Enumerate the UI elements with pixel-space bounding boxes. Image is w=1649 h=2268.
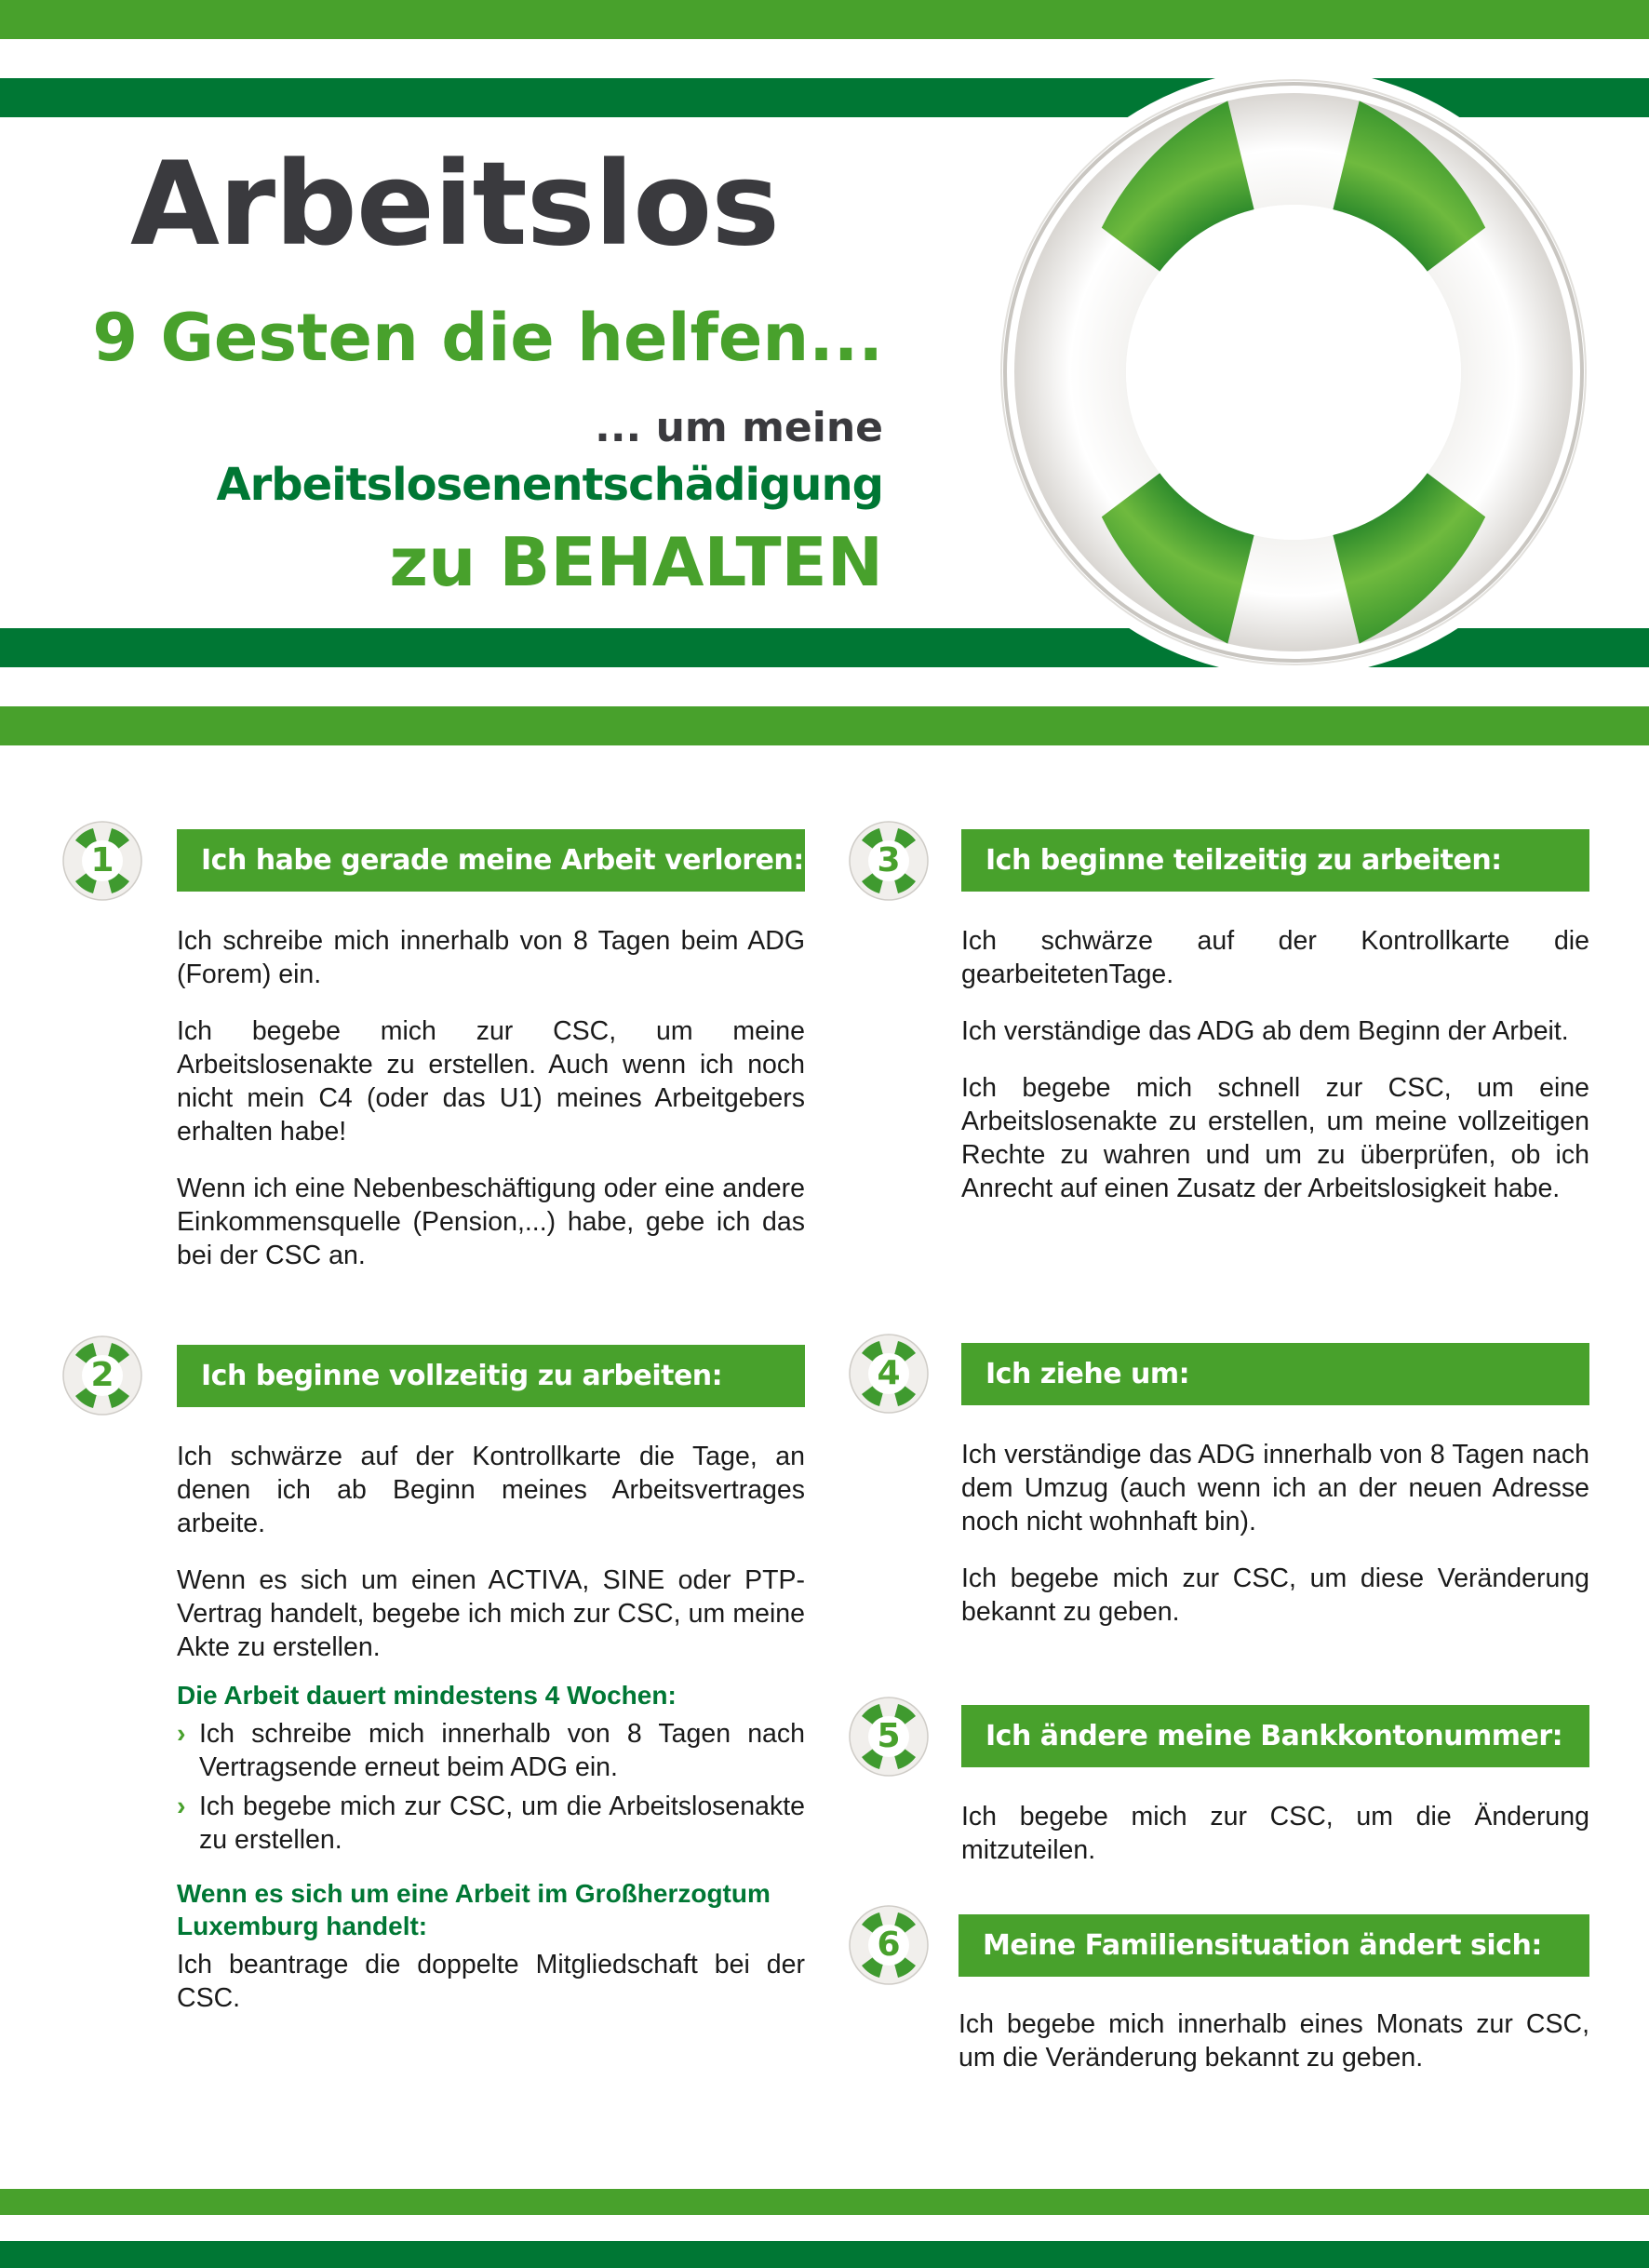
section-1-body — [177, 924, 805, 1295]
section-2-badge — [61, 1335, 143, 1416]
section-1-badge — [61, 820, 143, 902]
bullet-text: Ich schreibe mich innerhalb von 8 Tagen nach Vertragsende erneut beim ADG ein. — [199, 1719, 805, 1782]
subsection-heading: Die Arbeit dauert mindestens 4 Wochen: — [177, 1681, 677, 1710]
section-4-body — [961, 1438, 1589, 1652]
tagline-line-3: zu BEHALTEN — [389, 523, 883, 601]
bullet-item — [177, 1717, 805, 1784]
section-4-badge — [848, 1333, 930, 1415]
section-3-body — [961, 924, 1589, 1228]
subsection-heading: Wenn es sich um eine Arbeit im Großherzogtum Luxemburg handelt: — [177, 1879, 771, 1940]
paragraph: Ich schwärze auf der Kontrollkarte die Tage, an denen ich ab Beginn meines Arbeitsvertrages arbeite. — [177, 1442, 805, 1538]
section-number: 2 — [90, 1356, 114, 1394]
section-2-body — [177, 1440, 805, 2038]
paragraph: Ich begebe mich schnell zur CSC, um eine Arbeitslosenakte zu erstellen, um meine vollzeitigen Rechte zu wahren und um zu überprüfen, ob ich Anrecht auf einen Zusatz der Arbeitslosigkeit habe. — [961, 1073, 1589, 1203]
paragraph: Wenn ich eine Nebenbeschäftigung oder eine andere Einkommensquelle (Pension,...) habe, gebe ich das bei der CSC an. — [177, 1174, 805, 1270]
paragraph: Ich schreibe mich innerhalb von 8 Tagen beim ADG (Forem) ein. — [177, 926, 805, 989]
paragraph: Wenn es sich um einen ACTIVA, SINE oder PTP-Vertrag handelt, begebe ich mich zur CSC, um meine Akte zu erstellen. — [177, 1565, 805, 1662]
tagline-line-2: Arbeitslosenentschädigung — [216, 459, 883, 511]
paragraph: Ich verständige das ADG innerhalb von 8 Tagen nach dem Umzug (auch wenn ich an der neuen Adresse noch nicht wohnhaft bin). — [961, 1440, 1589, 1537]
section-number: 6 — [877, 1926, 901, 1964]
section-5-badge — [848, 1696, 930, 1778]
footer-stripe-light — [0, 2189, 1649, 2215]
header-bottom-stripe-light — [0, 706, 1649, 745]
section-6-body — [959, 2007, 1589, 2098]
section-number: 4 — [877, 1354, 901, 1392]
bullet-text: Ich begebe mich zur CSC, um die Arbeitslosenakte zu erstellen. — [199, 1792, 805, 1855]
paragraph: Ich begebe mich zur CSC, um die Änderung mitzuteilen. — [961, 1802, 1589, 1865]
paragraph: Ich begebe mich innerhalb eines Monats zur CSC, um die Veränderung bekannt zu geben. — [959, 2009, 1589, 2073]
section-1-heading: Ich habe gerade meine Arbeit verloren: — [177, 829, 805, 892]
paragraph: Ich schwärze auf der Kontrollkarte die gearbeitetenTage. — [961, 926, 1589, 989]
paragraph: Ich begebe mich zur CSC, um meine Arbeitslosenakte zu erstellen. Auch wenn ich noch nicht mein C4 (oder das U1) meines Arbeitgebers erhalten habe! — [177, 1016, 805, 1147]
tagline-line-1: ... um meine — [595, 404, 883, 451]
section-5-heading: Ich ändere meine Bankkontonummer: — [961, 1705, 1589, 1767]
section-3-badge — [848, 820, 930, 902]
paragraph: Ich beantrage die doppelte Mitgliedschaft bei der CSC. — [177, 1950, 805, 2013]
section-number: 1 — [90, 841, 114, 879]
section-3-heading: Ich beginne teilzeitig zu arbeiten: — [961, 829, 1589, 892]
section-6-badge — [848, 1904, 930, 1986]
top-stripe-light — [0, 0, 1649, 39]
lifebuoy-icon — [989, 68, 1598, 677]
bullet-item — [177, 1790, 805, 1857]
chevron-right-icon: › — [177, 1719, 186, 1749]
section-number: 3 — [877, 841, 901, 879]
section-4-heading: Ich ziehe um: — [961, 1343, 1589, 1405]
page-title: Arbeitslos — [130, 138, 780, 272]
chevron-right-icon: › — [177, 1792, 186, 1821]
section-number: 5 — [877, 1717, 901, 1755]
paragraph: Ich verständige das ADG ab dem Beginn der Arbeit. — [961, 1016, 1569, 1046]
section-6-heading: Meine Familiensituation ändert sich: — [959, 1914, 1589, 1977]
section-2-heading: Ich beginne vollzeitig zu arbeiten: — [177, 1345, 805, 1407]
footer-stripe-dark — [0, 2241, 1649, 2268]
page-subtitle: 9 Gesten die helfen... — [92, 300, 883, 376]
section-5-body — [961, 1800, 1589, 1890]
paragraph: Ich begebe mich zur CSC, um diese Veränderung bekannt zu geben. — [961, 1563, 1589, 1627]
